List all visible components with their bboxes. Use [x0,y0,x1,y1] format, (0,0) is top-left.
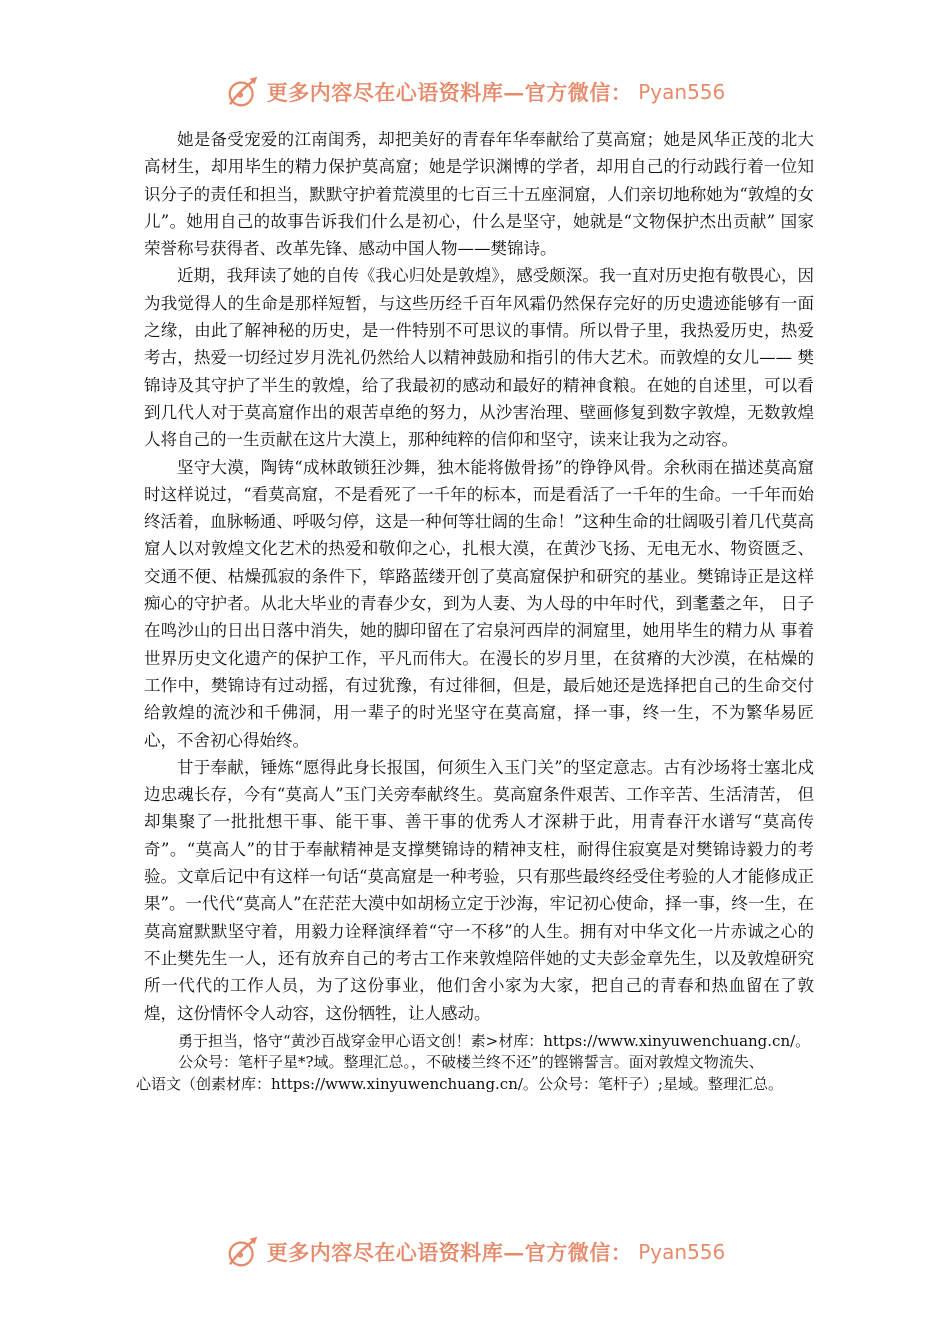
banner-text: 更多内容尽在心语资料库—官方微信： [266,80,633,105]
brand-logo-icon [225,1233,263,1271]
article-body [136,126,814,1095]
header-banner [0,72,950,112]
paragraph-2: 近期，我拜读了她的自传《我心归处是敦煌》，感受颇深。我一直对历史抱有敬畏心，因为我觉得人的生命是那样短暂，与这些历经千百年风霜仍然保存完好的历史遗迹能够有一面之缘，由此了解神秘的历史，是一件特别不可思议的事情。所以骨子里，我热爱历史，热爱考古，热爱一切经过岁月洗礼仍然给人以精神鼓励和指引的伟大艺术。而敦煌的女儿—— 樊锦诗及其守护了半生的敦煌，给了我最初的感动和最好的精神食粮。在她的自述里，可以看到几代人对于莫高窟作出的艰苦卓绝的努力，从沙害治理、壁画修复到数字敦煌，无数敦煌人将自己的一生贡献在这片大漠上，那种纯粹的信仰和坚守，读来让我为之动容。 [144,266,814,450]
paragraph-3: 坚守大漠，陶铸“成林敢锁狂沙舞，独木能将傲骨扬”的铮铮风骨。余秋雨在描述莫高窟时这样说过，“看莫高窟，不是看死了一千年的标本，而是看活了一千年的生命。一千年而始终活着，血脉畅通、呼吸匀停，这是一种何等壮阔的生命！”这种生命的壮阔吸引着几代莫高窟人以对敦煌文化艺术的热爱和敬仰之心，扎根大漠，在黄沙飞扬、无电无水、物资匮乏、交通不便、枯燥孤寂的条件下，筚路蓝缕开创了莫高窟保护和研究的基业。樊锦诗正是这样痴心的守护者。从北大毕业的青春少女，到为人妻、为人母的中年时代，到耄耋之年， 日子在鸣沙山的日出日落中消失，她的脚印留在了宕泉河西岸的洞窟里，她用毕生的精力从 事着世界历史文化遗产的保护工作，平凡而伟大。在漫长的岁月里，在贫瘠的大沙漠，在枯燥的工作中，樊锦诗有过动摇，有过犹豫，有过徘徊，但是，最后她还是选择把自己的生命交付给敦煌的流沙和千佛洞，用一辈子的时光坚守在莫高窟，择一事，终一生，不为繁华易匠心，不舍初心得始终。 [144,457,814,750]
wechat-id: Pyan556 [638,80,726,104]
paragraph-5: 勇于担当，恪守“黄沙百战穿金甲心语文创！素>材库：https://www.xinyuwenchuang.cn/。公众号：笔杆子星*?域。整理汇总。，不破楼兰终不还”的铿锵誓言。面对敦煌文物流失、 [178,1031,811,1072]
paragraph-4: 甘于奉献，锤炼“愿得此身长报国，何须生入玉门关”的坚定意志。古有沙场将士塞北戍边忠魂长存，今有“莫高人”玉门关旁奉献终生。莫高窟条件艰苦、工作辛苦、生活清苦， 但却集聚了一批批想干事、能干事、善干事的优秀人才深耕于此，用青春汗水谱写“莫高传奇”。“莫高人”的甘于奉献精神是支撑樊锦诗的精神支柱，耐得住寂寞是对樊锦诗毅力的考验。文章后记中有这样一句话“莫高窟是一种考验，只有那些最终经受住考验的人才能修成正果”。一代代“莫高人”在茫茫大漠中如胡杨立定于沙海，牢记初心使命，择一事，终一生，在莫高窟默默坚守着，用毅力诠释演绎着“守一不移”的人生。拥有对中华文化一片赤诚之心的不止樊先生一人，还有放弃自己的考古工作来敦煌陪伴她的丈夫彭金章先生，以及敦煌研究所一代代的工作人员，为了这份事业，他们舍小家为大家，把自己的青春和热血留在了敦煌，这份情怀令人动容，这份牺牲，让人感动。 [144,757,814,1023]
source-note: 心语文（创素材库：https://www.xinyuwenchuang.cn/。公众号：笔杆子）;星域。整理汇总。 [136,1074,783,1093]
wechat-id: Pyan556 [638,1240,726,1264]
paragraph-1: 她是备受宠爱的江南闺秀，却把美好的青春年华奉献给了莫高窟；她是风华正茂的北大高材生，却用毕生的精力保护莫高窟；她是学识渊博的学者，却用自己的行动践行着一位知识分子的责任和担当，默默守护着荒漠里的七百三十五座洞窟，人们亲切地称她为“敦煌的女儿”。她用自己的故事告诉我们什么是初心，什么是坚守，她就是“文物保护杰出贡献” 国家荣誉称号获得者、改革先锋、感动中国人物——樊锦诗。 [144,130,814,259]
footer-banner [0,1232,950,1272]
banner-text: 更多内容尽在心语资料库—官方微信： [266,1240,633,1265]
brand-logo-icon [225,73,263,111]
